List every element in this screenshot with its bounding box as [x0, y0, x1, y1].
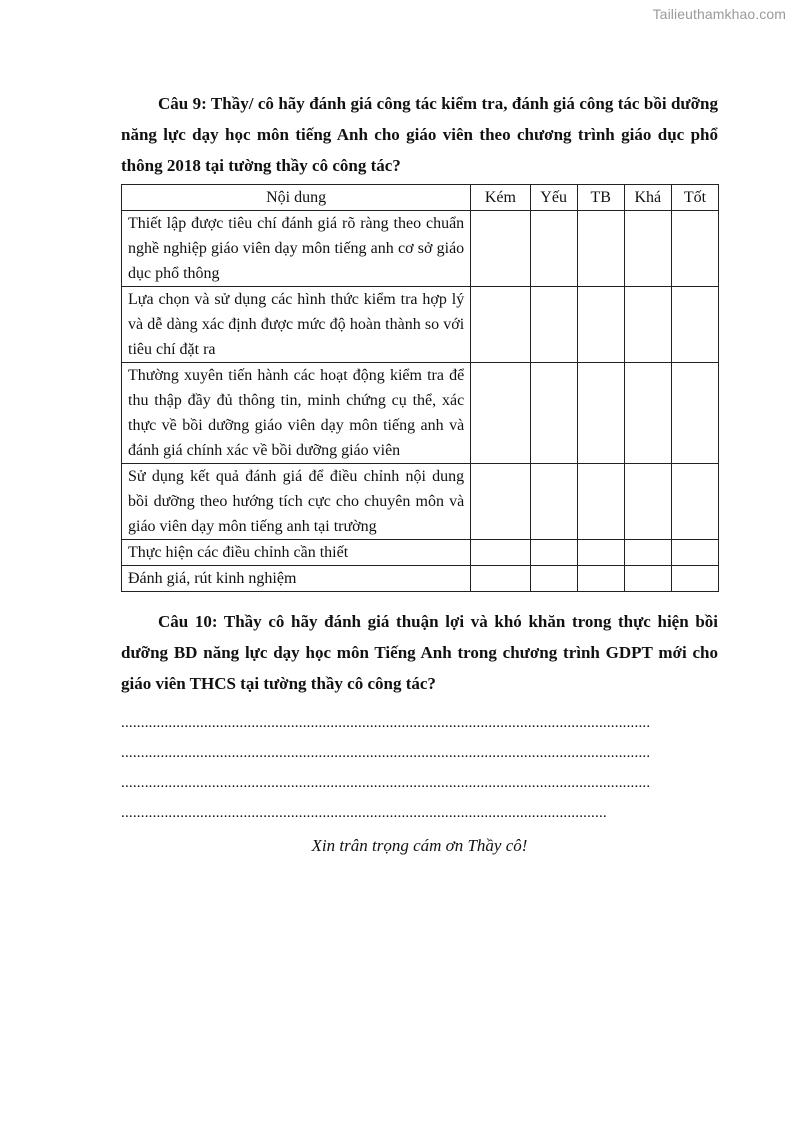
- rating-cell[interactable]: [671, 464, 718, 540]
- rating-cell[interactable]: [530, 540, 577, 566]
- table-row: [122, 287, 719, 363]
- rating-cell[interactable]: [624, 540, 671, 566]
- rating-cell[interactable]: [577, 287, 624, 363]
- rating-cell[interactable]: [577, 363, 624, 464]
- table-row: [122, 566, 719, 592]
- answer-line[interactable]: ......................................................................................................................................: [121, 715, 651, 731]
- table-header-row: [122, 185, 719, 211]
- rating-cell[interactable]: [530, 287, 577, 363]
- rating-cell[interactable]: [530, 211, 577, 287]
- rating-cell[interactable]: [671, 566, 718, 592]
- rating-cell[interactable]: [471, 363, 530, 464]
- header-content: Nội dung: [122, 185, 471, 211]
- rating-cell[interactable]: [624, 363, 671, 464]
- criterion-cell: Lựa chọn và sử dụng các hình thức kiểm tra hợp lý và dễ dàng xác định được mức độ hoàn thành so với tiêu chí đặt ra: [122, 287, 471, 363]
- rating-cell[interactable]: [577, 464, 624, 540]
- rating-cell[interactable]: [471, 211, 530, 287]
- criterion-cell: Thực hiện các điều chỉnh cần thiết: [122, 540, 471, 566]
- answer-area[interactable]: [121, 708, 718, 828]
- answer-line[interactable]: ...........................................................................................................................: [121, 805, 607, 821]
- answer-line[interactable]: ......................................................................................................................................: [121, 745, 651, 761]
- criterion-cell: Đánh giá, rút kinh nghiệm: [122, 566, 471, 592]
- rating-cell[interactable]: [530, 363, 577, 464]
- rating-cell[interactable]: [530, 566, 577, 592]
- rating-cell[interactable]: [577, 566, 624, 592]
- rating-cell[interactable]: [577, 211, 624, 287]
- watermark: Tailieuthamkhao.com: [652, 6, 786, 22]
- rating-cell[interactable]: [471, 464, 530, 540]
- question-9: Câu 9: Thầy/ cô hãy đánh giá công tác kiểm tra, đánh giá công tác bồi dưỡng năng lực dạy học môn tiếng Anh cho giáo viên theo chương trình giáo dục phổ thông 2018 tại tường thầy cô công tác?: [121, 94, 718, 175]
- rating-cell[interactable]: [624, 566, 671, 592]
- rating-cell[interactable]: [624, 464, 671, 540]
- criterion-cell: Thiết lập được tiêu chí đánh giá rõ ràng theo chuẩn nghề nghiệp giáo viên dạy môn tiếng anh cơ sở giáo dục phổ thông: [122, 211, 471, 287]
- table-row: [122, 464, 719, 540]
- header-yeu: Yếu: [530, 185, 577, 211]
- table-row: [122, 211, 719, 287]
- rating-cell[interactable]: [471, 287, 530, 363]
- header-kha: Khá: [624, 185, 671, 211]
- rating-cell[interactable]: [624, 211, 671, 287]
- rating-cell[interactable]: [577, 540, 624, 566]
- rating-cell[interactable]: [671, 287, 718, 363]
- table-row: [122, 363, 719, 464]
- rating-table: [121, 184, 719, 592]
- header-tb: TB: [577, 185, 624, 211]
- rating-cell[interactable]: [471, 566, 530, 592]
- rating-cell[interactable]: [671, 540, 718, 566]
- criterion-cell: Sử dụng kết quả đánh giá để điều chỉnh nội dung bồi dưỡng theo hướng tích cực cho chuyên môn và giáo viên dạy môn tiếng anh tại trường: [122, 464, 471, 540]
- document-page: [121, 88, 718, 859]
- header-tot: Tốt: [671, 185, 718, 211]
- closing-thanks: Xin trân trọng cám ơn Thầy cô!: [311, 836, 528, 855]
- criterion-cell: Thường xuyên tiến hành các hoạt động kiểm tra để thu thập đầy đủ thông tin, minh chứng cụ thể, xác thực về bồi dưỡng giáo viên dạy môn tiếng anh và đánh giá chính xác về bồi dưỡng giáo viên: [122, 363, 471, 464]
- answer-line[interactable]: ......................................................................................................................................: [121, 775, 651, 791]
- rating-cell[interactable]: [530, 464, 577, 540]
- rating-cell[interactable]: [624, 287, 671, 363]
- question-10: Câu 10: Thầy cô hãy đánh giá thuận lợi và khó khăn trong thực hiện bồi dưỡng BD năng lực dạy học môn Tiếng Anh trong chương trình GDPT mới cho giáo viên THCS tại tường thầy cô công tác?: [121, 612, 718, 693]
- rating-cell[interactable]: [671, 363, 718, 464]
- table-row: [122, 540, 719, 566]
- rating-cell[interactable]: [471, 540, 530, 566]
- rating-cell[interactable]: [671, 211, 718, 287]
- header-kem: Kém: [471, 185, 530, 211]
